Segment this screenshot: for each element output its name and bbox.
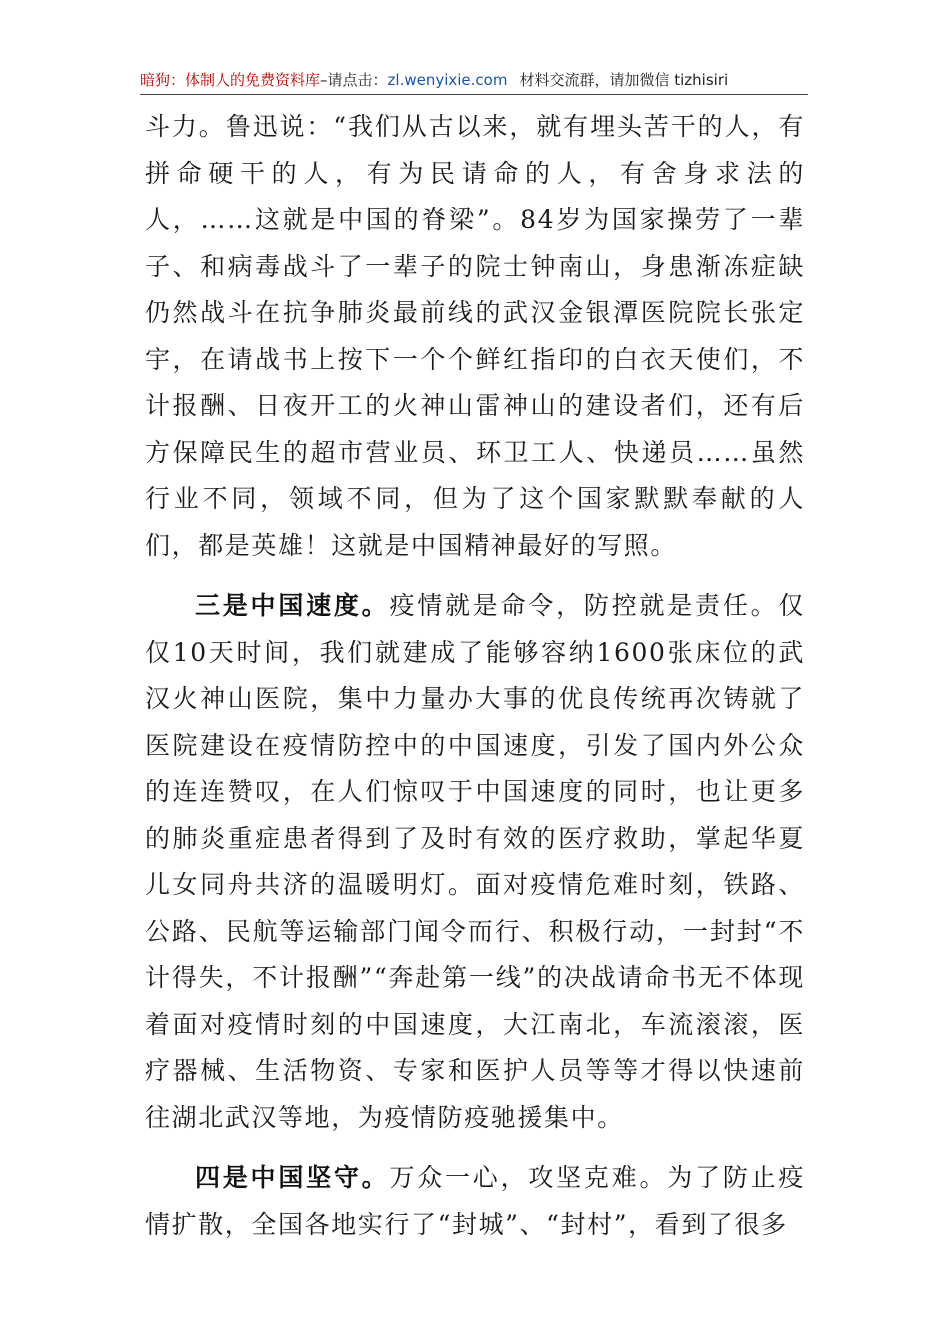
paragraph-3 bbox=[145, 1155, 805, 1248]
paragraph-2-text: 疫情就是命令，防控就是责任。仅仅10天时间，我们就建成了能够容纳1600张床位的武汉火神山医院，集中力量办大事的优良传统再次铸就了医院建设在疫情防控中的中国速度，引发了国内外公众的连连赞叹，在人们惊叹于中国速度的同时，也让更多的肺炎重症患者得到了及时有效的医疗救助，掌起华夏儿女同舟共济的温暖明灯。面对疫情危难时刻，铁路、公路、民航等运输部门闻令而行、积极行动，一封封“不计得失，不计报酬”“奔赴第一线”的决战请命书无不体现着面对疫情时刻的中国速度，大江南北，车流滚滚，医疗器械、生活物资、专家和医护人员等等才得以快速前往湖北武汉等地，为疫情防疫驰援集中。 bbox=[145, 591, 805, 1132]
paragraph-2 bbox=[145, 583, 805, 1141]
document-body bbox=[145, 104, 805, 1248]
page-header bbox=[140, 66, 808, 95]
paragraph-1 bbox=[145, 104, 805, 569]
paragraph-1-text: 斗力。鲁迅说：“我们从古以来，就有埋头苦干的人，有拼命硬干的人，有为民请命的人，有舍身求法的人，……这就是中国的脊梁”。84岁为国家操劳了一辈子、和病毒战斗了一辈子的院士钟南山，身患渐冻症缺仍然战斗在抗争肺炎最前线的武汉金银潭医院院长张定宇，在请战书上按下一个个鲜红指印的白衣天使们，不计报酬、日夜开工的火神山雷神山的建设者们，还有后方保障民生的超市营业员、环卫工人、快递员……虽然行业不同，领域不同，但为了这个国家默默奉献的人们，都是英雄！这就是中国精神最好的写照。 bbox=[145, 112, 805, 560]
header-contact: 材料交流群，请加微信 tizhisiri bbox=[519, 71, 729, 89]
paragraph-3-lead: 四是中国坚守。 bbox=[195, 1163, 390, 1192]
header-prompt: –请点击： bbox=[320, 71, 388, 89]
paragraph-3-text: 万众一心，攻坚克难。为了防止疫情扩散，全国各地实行了“封城”、“封村”，看到了很多 bbox=[145, 1163, 805, 1239]
header-brand: 暗狗：体制人的免费资料库 bbox=[140, 71, 321, 89]
header-url-link[interactable]: zl.wenyixie.com bbox=[387, 71, 508, 89]
paragraph-2-lead: 三是中国速度。 bbox=[195, 591, 390, 620]
